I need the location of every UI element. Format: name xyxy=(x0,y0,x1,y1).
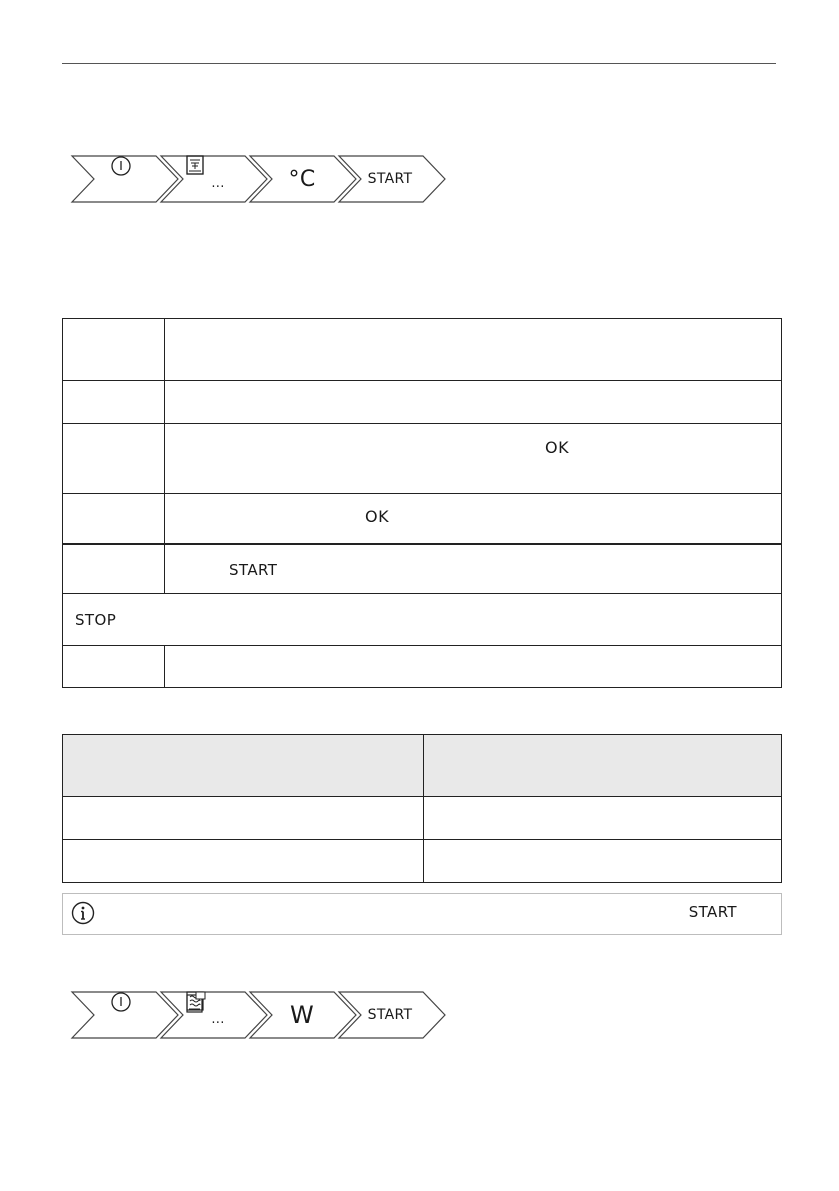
power-level-step: W xyxy=(289,1001,315,1029)
table-row xyxy=(63,494,782,544)
power-icon xyxy=(110,155,138,203)
settings-table xyxy=(62,734,782,883)
table-row xyxy=(63,840,782,883)
start-label: START xyxy=(688,903,737,921)
stop-label: STOP xyxy=(75,610,117,629)
ok-label: OK xyxy=(545,438,570,457)
table-row xyxy=(63,646,782,688)
table-row xyxy=(63,381,782,424)
more-dots: ... xyxy=(211,1012,225,1027)
table-row xyxy=(63,594,782,646)
more-dots: ... xyxy=(211,176,225,191)
table-row xyxy=(63,797,782,840)
start-step: START xyxy=(367,171,413,187)
start-label: START xyxy=(229,561,278,579)
table-row xyxy=(63,544,782,594)
temperature-step: °C xyxy=(288,166,316,192)
ok-label: OK xyxy=(365,507,390,526)
step-sequence-bottom xyxy=(70,991,440,1041)
heating-function-icons xyxy=(186,155,250,203)
step-sequence-top xyxy=(70,155,440,205)
fan-grill-icon xyxy=(186,155,204,175)
table-row xyxy=(63,424,782,494)
info-note xyxy=(62,893,782,935)
combi-grill-icon xyxy=(186,991,206,1013)
start-step: START xyxy=(367,1007,413,1023)
table-header-row xyxy=(63,735,782,797)
header-rule xyxy=(62,63,776,64)
procedure-table xyxy=(62,318,782,688)
info-icon xyxy=(71,901,93,923)
power-icon xyxy=(110,991,138,1039)
microwave-function-icons xyxy=(186,991,250,1039)
table-row xyxy=(63,319,782,381)
